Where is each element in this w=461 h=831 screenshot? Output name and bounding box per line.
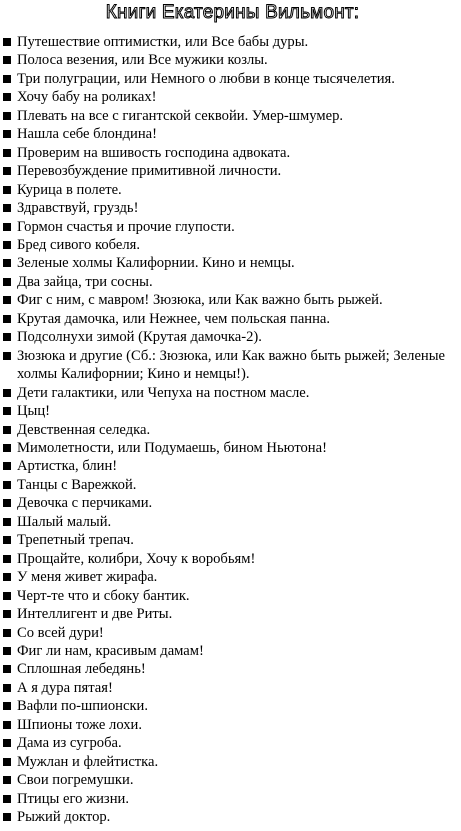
list-item: [3, 697, 461, 715]
square-bullet-icon: [3, 223, 11, 231]
list-item: [3, 273, 461, 291]
book-title: Со всей дури!: [17, 624, 104, 641]
book-title: Нашла себе блондина!: [17, 126, 157, 143]
book-title: Бред сивого кобеля.: [17, 236, 140, 253]
book-title: Два зайца, три сосны.: [17, 273, 153, 290]
list-item: [3, 679, 461, 697]
book-title: Фиг с ним, с мавром! Зюзюка, или Как важно быть рыжей.: [17, 292, 383, 309]
list-item: [3, 513, 461, 531]
book-title: Девственная селедка.: [17, 421, 151, 438]
list-item: [3, 421, 461, 439]
book-title: Здравствуй, груздь!: [17, 200, 139, 217]
square-bullet-icon: [3, 647, 11, 655]
book-title: Шалый малый.: [17, 513, 112, 530]
list-item: [3, 753, 461, 771]
square-bullet-icon: [3, 75, 11, 83]
square-bullet-icon: [3, 702, 11, 710]
book-title: Плевать на все с гигантской секвойи. Умер-шмумер.: [17, 107, 344, 124]
square-bullet-icon: [3, 167, 11, 175]
book-title: Путешествие оптимистки, или Все бабы дуры.: [17, 34, 309, 50]
square-bullet-icon: [3, 38, 11, 46]
square-bullet-icon: [3, 684, 11, 692]
square-bullet-icon: [3, 813, 11, 821]
list-item: [3, 734, 461, 752]
square-bullet-icon: [3, 93, 11, 101]
square-bullet-icon: [3, 278, 11, 286]
list-item: [3, 125, 461, 143]
book-title: Интеллигент и две Риты.: [17, 606, 173, 623]
square-bullet-icon: [3, 352, 11, 360]
book-list: [0, 33, 461, 826]
book-title: Сплошная лебедянь!: [17, 661, 146, 678]
square-bullet-icon: [3, 573, 11, 581]
book-title: Зеленые холмы Калифорнии. Кино и немцы.: [17, 255, 295, 272]
book-title: Мимолетности, или Подумаешь, бином Ньютона!: [17, 439, 327, 456]
list-item: [3, 144, 461, 162]
square-bullet-icon: [3, 721, 11, 729]
list-item: [3, 107, 461, 125]
list-item: [3, 660, 461, 678]
square-bullet-icon: [3, 333, 11, 341]
book-title: Птицы его жизни.: [17, 790, 129, 807]
book-title: Мужлан и флейтистка.: [17, 753, 159, 770]
list-item: [3, 771, 461, 789]
square-bullet-icon: [3, 536, 11, 544]
square-bullet-icon: [3, 444, 11, 452]
book-title: У меня живет жирафа.: [17, 569, 158, 586]
square-bullet-icon: [3, 776, 11, 784]
square-bullet-icon: [3, 629, 11, 637]
square-bullet-icon: [3, 555, 11, 563]
list-item: [3, 476, 461, 494]
list-item: [3, 162, 461, 180]
list-item: [3, 347, 461, 384]
square-bullet-icon: [3, 518, 11, 526]
square-bullet-icon: [3, 241, 11, 249]
list-item: [3, 624, 461, 642]
list-item: [3, 642, 461, 660]
list-item: [3, 531, 461, 549]
book-title: Свои погремушки.: [17, 772, 134, 789]
list-item: [3, 328, 461, 346]
square-bullet-icon: [3, 499, 11, 507]
square-bullet-icon: [3, 481, 11, 489]
book-title: Полоса везения, или Все мужики козлы.: [17, 52, 268, 69]
book-title: Крутая дамочка, или Нежнее, чем польская панна.: [17, 310, 331, 327]
book-title: Артистка, блин!: [17, 458, 118, 475]
list-item: [3, 51, 461, 69]
square-bullet-icon: [3, 130, 11, 138]
list-item: [3, 236, 461, 254]
book-title: Три полуграции, или Немного о любви в конце тысячелетия.: [17, 70, 395, 87]
list-item: [3, 439, 461, 457]
list-item: [3, 587, 461, 605]
book-title: Шпионы тоже лохи.: [17, 716, 143, 733]
square-bullet-icon: [3, 610, 11, 618]
square-bullet-icon: [3, 204, 11, 212]
list-item: [3, 716, 461, 734]
list-item: [3, 790, 461, 808]
square-bullet-icon: [3, 149, 11, 157]
book-title: Курица в полете.: [17, 181, 122, 198]
list-item: [3, 218, 461, 236]
list-item: [3, 88, 461, 106]
square-bullet-icon: [3, 407, 11, 415]
list-item: [3, 457, 461, 475]
square-bullet-icon: [3, 592, 11, 600]
list-item: [3, 291, 461, 309]
square-bullet-icon: [3, 739, 11, 747]
book-title: Проверим на вшивость господина адвоката.: [17, 144, 291, 161]
square-bullet-icon: [3, 186, 11, 194]
book-title: Дама из сугроба.: [17, 735, 122, 752]
list-item: [3, 199, 461, 217]
book-title: Рыжий доктор.: [17, 809, 111, 826]
square-bullet-icon: [3, 426, 11, 434]
list-item: [3, 568, 461, 586]
book-title: Прощайте, колибри, Хочу к воробьям!: [17, 550, 256, 567]
list-item: [3, 808, 461, 826]
list-item: [3, 605, 461, 623]
square-bullet-icon: [3, 665, 11, 673]
square-bullet-icon: [3, 315, 11, 323]
book-title: Цыц!: [17, 403, 51, 420]
book-title: Гормон счастья и прочие глупости.: [17, 218, 235, 235]
book-title: Трепетный трепач.: [17, 532, 134, 549]
list-item: [3, 494, 461, 512]
list-item: [3, 310, 461, 328]
list-item: [3, 181, 461, 199]
list-item: [3, 254, 461, 272]
book-title: Фиг ли нам, красивым дамам!: [17, 642, 204, 659]
square-bullet-icon: [3, 56, 11, 64]
square-bullet-icon: [3, 259, 11, 267]
book-title: Девочка с перчиками.: [17, 495, 153, 512]
square-bullet-icon: [3, 389, 11, 397]
book-title: А я дура пятая!: [17, 679, 113, 696]
list-item: [3, 402, 461, 420]
book-title: Зюзюка и другие (Сб.: Зюзюка, или Как важно быть рыжей; Зеленые холмы Калифорнии; Кино и немцы!).: [17, 347, 446, 383]
square-bullet-icon: [3, 795, 11, 803]
square-bullet-icon: [3, 758, 11, 766]
list-item: [3, 550, 461, 568]
page-title: Книги Екатерины Вильмонт:: [105, 2, 360, 23]
list-item: [3, 384, 461, 402]
book-title: Вафли по-шпионски.: [17, 698, 149, 715]
book-title: Черт-те что и сбоку бантик.: [17, 587, 190, 604]
book-title: Перевозбуждение примитивной личности.: [17, 163, 282, 180]
square-bullet-icon: [3, 296, 11, 304]
square-bullet-icon: [3, 112, 11, 120]
book-title: Подсолнухи зимой (Крутая дамочка-2).: [17, 329, 262, 346]
list-item: [3, 70, 461, 88]
book-title: Хочу бабу на роликах!: [17, 89, 157, 106]
book-title: Танцы с Варежкой.: [17, 476, 137, 493]
list-item: [3, 33, 461, 51]
square-bullet-icon: [3, 462, 11, 470]
book-title: Дети галактики, или Чепуха на постном масле.: [17, 384, 310, 401]
